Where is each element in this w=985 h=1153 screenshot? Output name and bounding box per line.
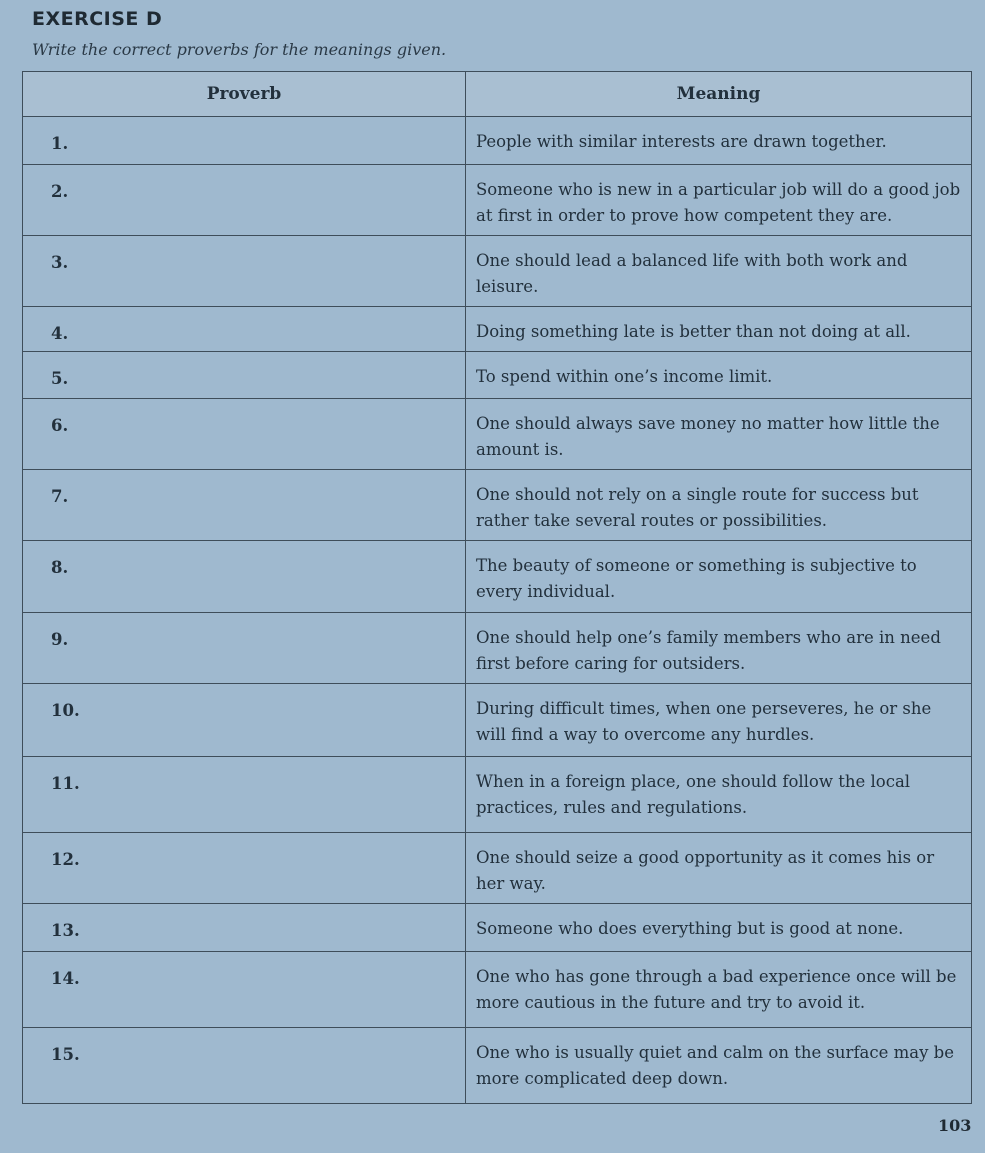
- meaning-cell: When in a foreign place, one should follow the local practices, rules and regulations.: [466, 757, 972, 833]
- table-row: [23, 613, 972, 684]
- table-row: [23, 1028, 972, 1104]
- proverb-answer-cell[interactable]: 2.: [23, 165, 466, 236]
- table-row: [23, 684, 972, 757]
- page-number: 103: [938, 1116, 972, 1135]
- meaning-cell: One should help one’s family members who are in need first before caring for outsiders.: [466, 613, 972, 684]
- table-row: [23, 117, 972, 165]
- proverb-answer-cell[interactable]: 9.: [23, 613, 466, 684]
- exercise-title: EXERCISE D: [32, 8, 163, 30]
- table-row: [23, 399, 972, 470]
- meaning-cell: One should not rely on a single route for success but rather take several routes or possibilities.: [466, 470, 972, 541]
- table-row: [23, 541, 972, 613]
- proverb-answer-cell[interactable]: 11.: [23, 757, 466, 833]
- proverb-answer-cell[interactable]: 15.: [23, 1028, 466, 1104]
- meaning-column-header: Meaning: [466, 72, 972, 117]
- proverb-answer-cell[interactable]: 4.: [23, 307, 466, 352]
- table-row: [23, 307, 972, 352]
- proverb-column-header: Proverb: [23, 72, 466, 117]
- meaning-cell: To spend within one’s income limit.: [466, 352, 972, 399]
- proverb-answer-cell[interactable]: 1.: [23, 117, 466, 165]
- table-row: [23, 904, 972, 952]
- meaning-cell: One should seize a good opportunity as it comes his or her way.: [466, 833, 972, 904]
- meaning-cell: One should lead a balanced life with both work and leisure.: [466, 236, 972, 307]
- table-row: [23, 236, 972, 307]
- proverb-answer-cell[interactable]: 6.: [23, 399, 466, 470]
- meaning-cell: Doing something late is better than not doing at all.: [466, 307, 972, 352]
- exercise-instruction: Write the correct proverbs for the meanings given.: [32, 40, 447, 59]
- proverb-answer-cell[interactable]: 10.: [23, 684, 466, 757]
- meaning-cell: Someone who does everything but is good at none.: [466, 904, 972, 952]
- table-row: [23, 833, 972, 904]
- table-row: [23, 470, 972, 541]
- proverb-table: [22, 71, 972, 1104]
- table-row: [23, 952, 972, 1028]
- meaning-cell: People with similar interests are drawn together.: [466, 117, 972, 165]
- proverb-answer-cell[interactable]: 7.: [23, 470, 466, 541]
- proverb-answer-cell[interactable]: 14.: [23, 952, 466, 1028]
- meaning-cell: The beauty of someone or something is subjective to every individual.: [466, 541, 972, 613]
- proverb-answer-cell[interactable]: 12.: [23, 833, 466, 904]
- proverb-answer-cell[interactable]: 8.: [23, 541, 466, 613]
- meaning-cell: During difficult times, when one perseveres, he or she will find a way to overcome any hurdles.: [466, 684, 972, 757]
- meaning-cell: One who is usually quiet and calm on the surface may be more complicated deep down.: [466, 1028, 972, 1104]
- meaning-cell: Someone who is new in a particular job will do a good job at first in order to prove how competent they are.: [466, 165, 972, 236]
- meaning-cell: One should always save money no matter how little the amount is.: [466, 399, 972, 470]
- proverb-answer-cell[interactable]: 5.: [23, 352, 466, 399]
- table-row: [23, 165, 972, 236]
- proverb-answer-cell[interactable]: 3.: [23, 236, 466, 307]
- table-row: [23, 352, 972, 399]
- proverb-answer-cell[interactable]: 13.: [23, 904, 466, 952]
- meaning-cell: One who has gone through a bad experience once will be more cautious in the future and try to avoid it.: [466, 952, 972, 1028]
- table-row: [23, 757, 972, 833]
- table-header-row: [23, 72, 972, 117]
